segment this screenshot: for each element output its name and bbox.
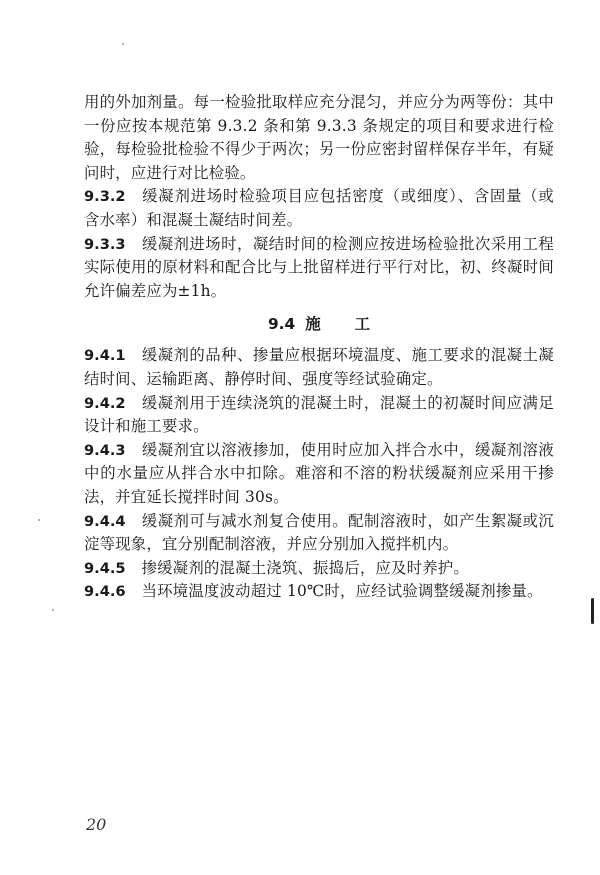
clause-text: 缓凝剂进场时，凝结时间的检测应按进场检验批次采用工程实际使用的原材料和配合比与上批留样进行平行对比，初、终凝时间允许偏差应为±1h。 bbox=[84, 234, 554, 300]
clause-9-3-3 bbox=[84, 233, 554, 304]
clause-text: 缓凝剂宜以溶液掺加，使用时应加入拌合水中，缓凝剂溶液中的水量应从拌合水中扣除。难溶和不溶的粉状缓凝剂应采用干掺法，并宜延长搅拌时间 30s。 bbox=[84, 440, 554, 506]
clause-text: 缓凝剂进场时检验项目应包括密度（或细度）、含固量（或含水率）和混凝土凝结时间差。 bbox=[84, 187, 554, 229]
section-heading bbox=[84, 312, 554, 336]
clause-9-4-5 bbox=[84, 557, 554, 581]
clause-9-4-4 bbox=[84, 510, 554, 557]
clause-number: 9.4.1 bbox=[84, 347, 126, 365]
clause-number: 9.4.4 bbox=[84, 512, 126, 530]
paragraph-continuation bbox=[84, 91, 554, 185]
scan-speck bbox=[52, 609, 54, 611]
paragraph-text: 用的外加剂量。每一检验批取样应充分混匀，并应分为两等份：其中一份应按本规范第 9.3.2 条和第 9.3.3 条规定的项目和要求进行检验，每检验批检验不得少于两次；另一份应密封留样保存半年，有疑问时，应进行对比检验。 bbox=[84, 93, 554, 182]
clause-number: 9.3.3 bbox=[84, 235, 126, 253]
scan-speck bbox=[38, 519, 40, 521]
scan-edge-mark bbox=[591, 598, 594, 624]
clause-text: 当环境温度波动超过 10℃时，应经试验调整缓凝剂掺量。 bbox=[141, 582, 543, 601]
clause-number: 9.4.3 bbox=[84, 441, 126, 459]
clause-text: 缓凝剂可与减水剂复合使用。配制溶液时，如产生絮凝或沉淀等现象，宜分别配制溶液，并应分别加入搅拌机内。 bbox=[84, 511, 554, 554]
clause-9-3-2 bbox=[84, 185, 554, 232]
clause-9-4-2 bbox=[84, 392, 554, 439]
body-text bbox=[84, 91, 554, 604]
clause-9-4-1 bbox=[84, 344, 554, 391]
clause-number: 9.3.2 bbox=[84, 188, 126, 206]
clause-text: 掺缓凝剂的混凝土浇筑、振捣后，应及时养护。 bbox=[141, 558, 469, 577]
clause-number: 9.4.2 bbox=[84, 394, 126, 412]
clause-9-4-6 bbox=[84, 580, 554, 604]
clause-number: 9.4.5 bbox=[84, 559, 126, 577]
section-title: 施工 bbox=[305, 315, 405, 334]
page-number: 20 bbox=[86, 815, 107, 834]
clause-text: 缓凝剂用于连续浇筑的混凝土时，混凝土的初凝时间应满足设计和施工要求。 bbox=[84, 393, 554, 436]
clause-9-4-3 bbox=[84, 439, 554, 510]
scan-speck bbox=[122, 43, 124, 45]
section-number: 9.4 bbox=[267, 315, 296, 334]
clause-text: 缓凝剂的品种、掺量应根据环境温度、施工要求的混凝土凝结时间、运输距离、静停时间、强度等经试验确定。 bbox=[84, 346, 554, 388]
clause-number: 9.4.6 bbox=[84, 583, 126, 601]
